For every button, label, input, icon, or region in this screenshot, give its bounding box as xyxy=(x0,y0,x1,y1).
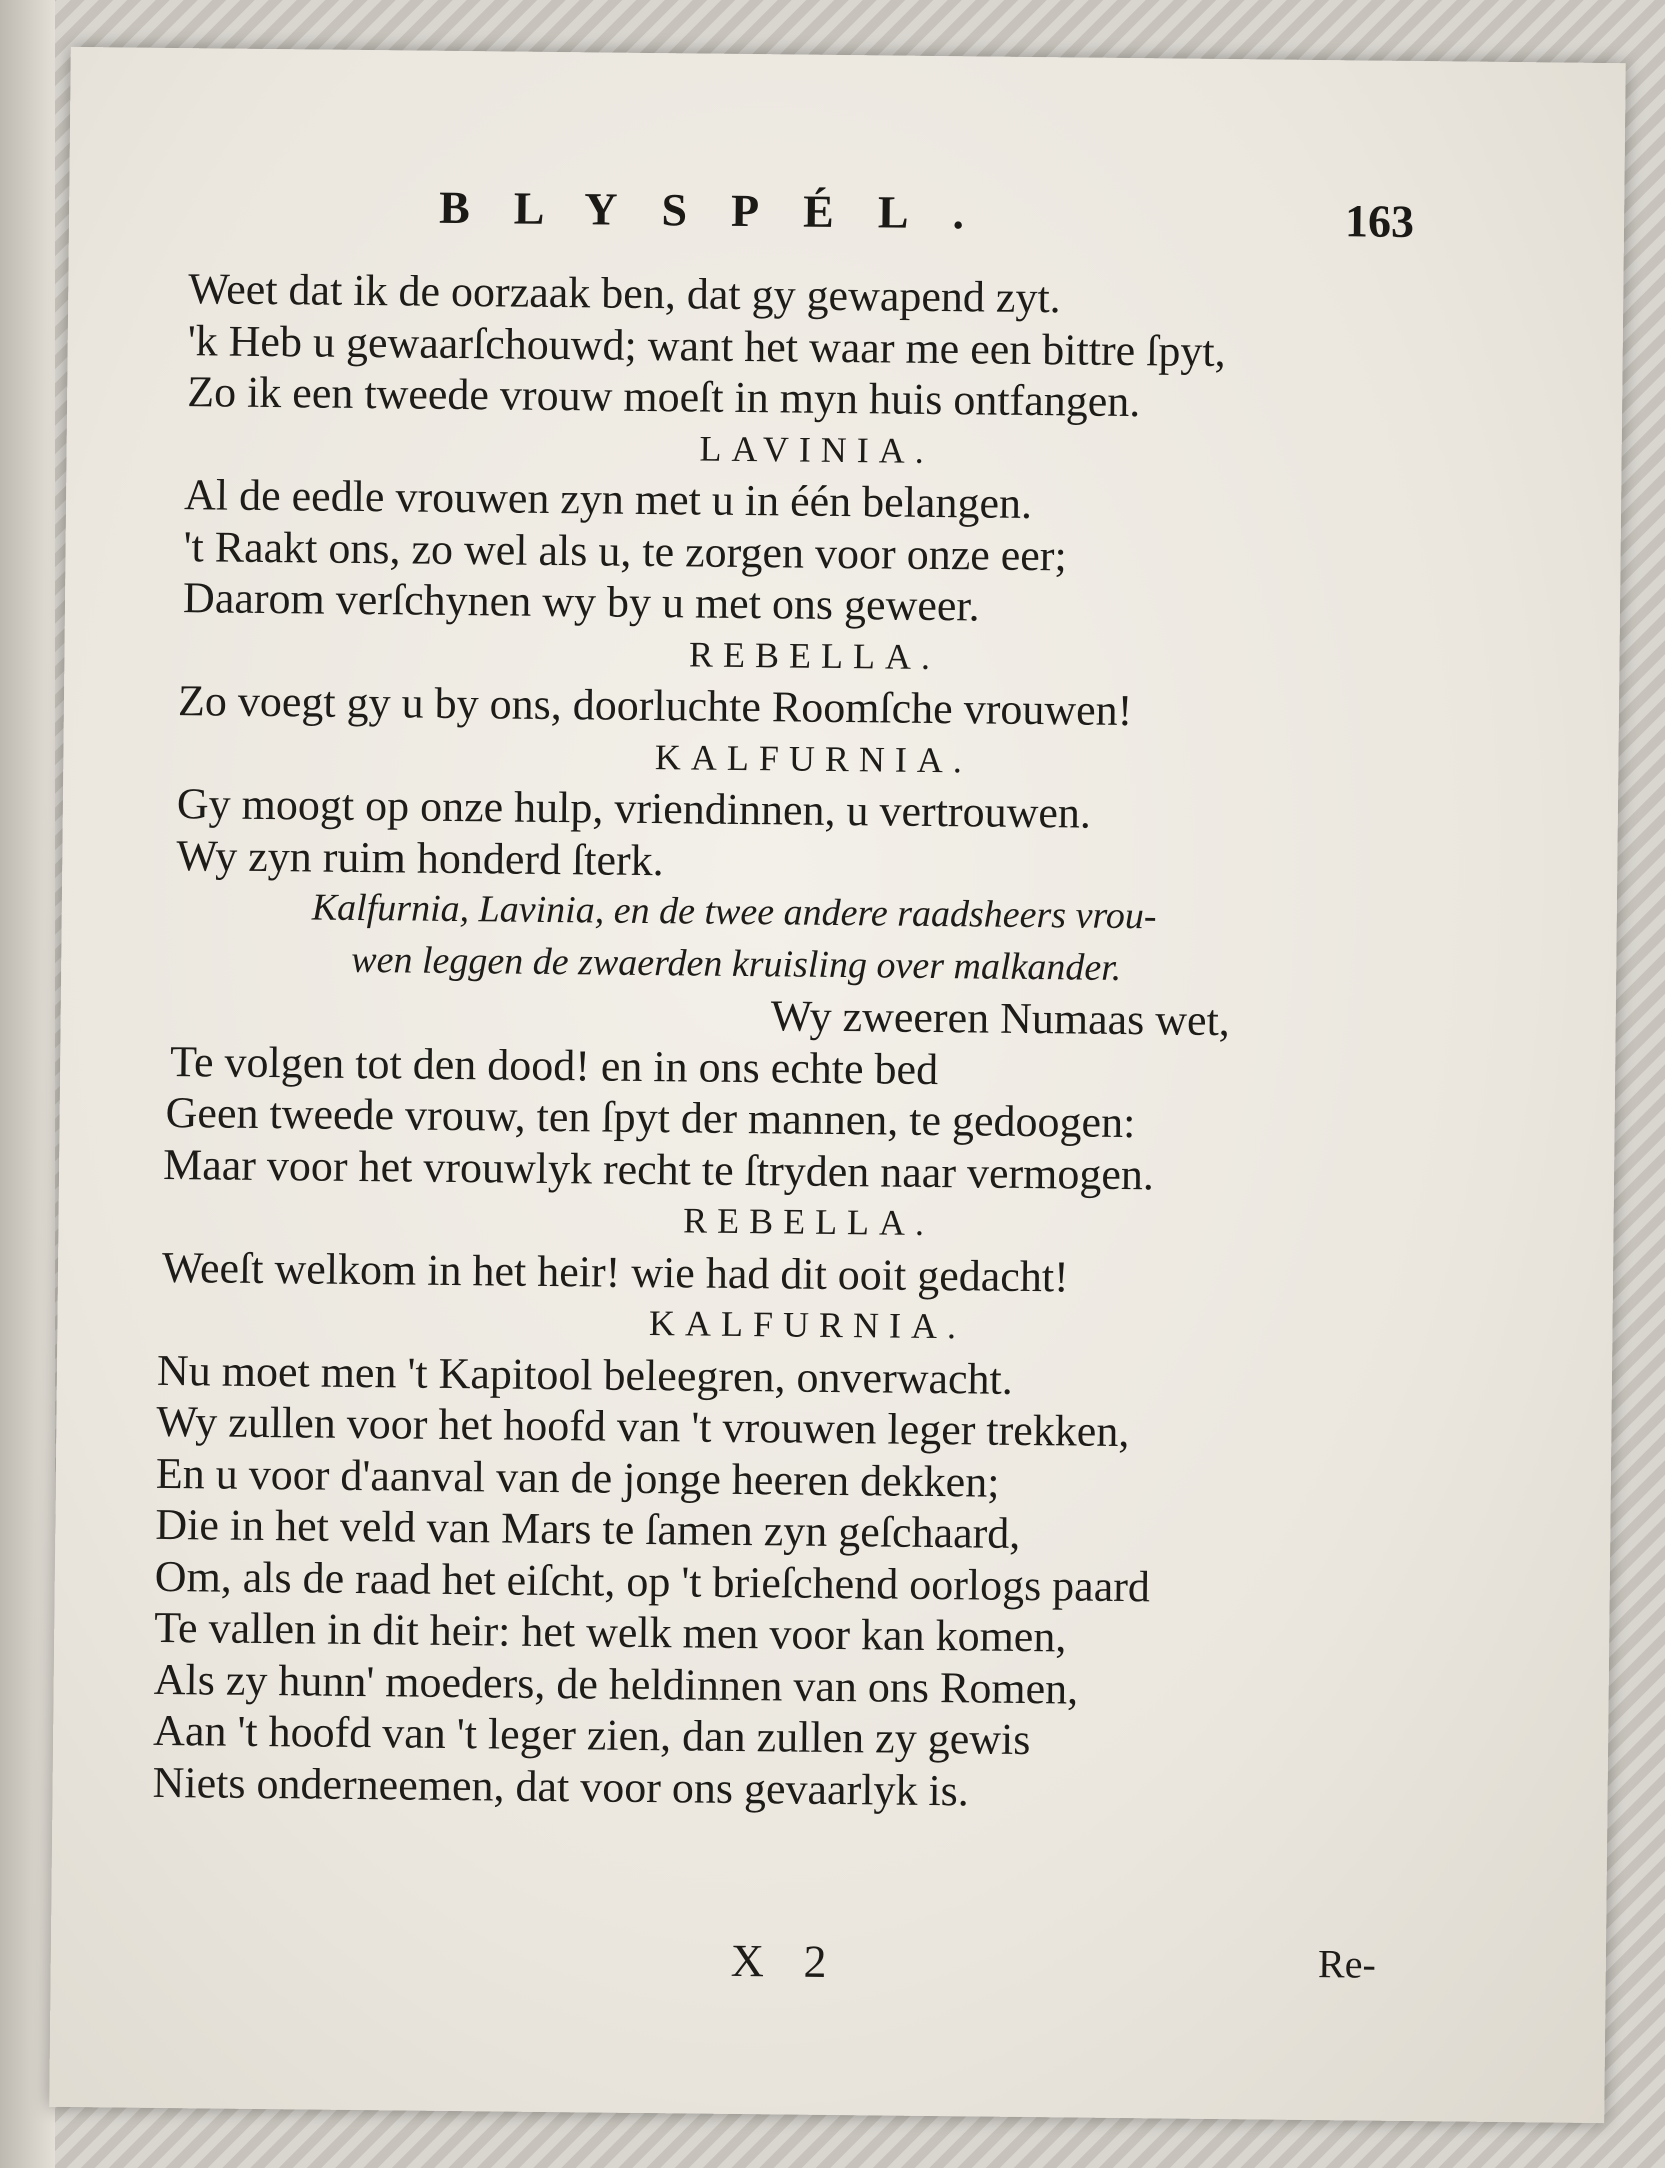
verse-line: Niets onderneemen, dat voor ons gevaarlyk is. xyxy=(152,1757,970,1815)
verse-line: Weet dat ik de oorzaak ben, dat gy gewapend zyt. xyxy=(188,264,1061,323)
speaker-name: LAVINIA. xyxy=(699,428,935,471)
adjacent-page-edge xyxy=(0,0,55,2168)
verse-line: Wy zweeren Numaas wet, xyxy=(770,991,1231,1046)
running-title: BLYSPÉL. xyxy=(438,181,1009,239)
signature-mark: X 2 xyxy=(730,1934,841,1988)
verse-line: Om, als de raad het eiſcht, op 't brieſchend oorlogs paard xyxy=(154,1551,1151,1611)
verse-line: Daarom verſchynen wy by u met ons geweer. xyxy=(182,573,980,631)
stage-direction: Kalfurnia, Lavinia, en de twee andere raadsheers vrou- xyxy=(311,886,1157,938)
verse-line: Al de eedle vrouwen zyn met u in één belangen. xyxy=(183,470,1033,529)
verse-line: Wy zyn ruim honderd ſterk. xyxy=(176,830,664,885)
page-footer xyxy=(50,1927,1606,2013)
page-number: 163 xyxy=(1344,195,1415,247)
verse-line: Gy moogt op onze hulp, vriendinnen, u vertrouwen. xyxy=(176,779,1092,838)
verse-line: Wy zullen voor het hoofd van 't vrouwen leger trekken, xyxy=(156,1396,1130,1457)
verse-line: Te vallen in dit heir: het welk men voor kan komen, xyxy=(154,1602,1067,1662)
verse-line: Geen tweede vrouw, ten ſpyt der mannen, te gedoogen: xyxy=(165,1087,1136,1148)
verse-line: Als zy hunn' moeders, de heldinnen van ons Romen, xyxy=(153,1654,1079,1714)
catchword: Re- xyxy=(1317,1941,1377,1987)
verse-line: En u voor d'aanval van de jonge heeren dekken; xyxy=(155,1448,1000,1507)
stage-direction: wen leggen de zwaerden kruisling over malkander. xyxy=(351,938,1122,989)
verse-line: 't Raakt ons, zo wel als u, te zorgen voor onze eer; xyxy=(183,521,1067,580)
verse-line: Weeſt welkom in het heir! wie had dit ooit gedacht! xyxy=(161,1242,1069,1301)
verse-line: Zo voegt gy u by ons, doorluchte Roomſche vrouwen! xyxy=(177,676,1133,736)
verse-line: 'k Heb u gewaarſchouwd; want het waar me een bittre ſpyt, xyxy=(187,315,1226,376)
speaker-name: REBELLA. xyxy=(682,1200,935,1244)
verse-line: Te volgen tot den dood! en in ons echte bed xyxy=(169,1036,939,1094)
speaker-name: KALFURNIA. xyxy=(648,1303,967,1347)
book-page xyxy=(49,47,1625,2123)
speaker-name: REBELLA. xyxy=(688,633,941,677)
verse-line: Maar voor het vrouwlyk recht te ſtryden naar vermogen. xyxy=(162,1139,1155,1199)
verse-text xyxy=(152,263,1468,1822)
verse-line: Aan 't hoofd van 't leger zien, dan zullen zy gewis xyxy=(152,1705,1031,1765)
speaker-name: KALFURNIA. xyxy=(654,736,973,780)
page-header xyxy=(69,177,1625,273)
verse-line: Die in het veld van Mars te ſamen zyn geſchaard, xyxy=(155,1499,1021,1558)
verse-line: Zo ik een tweede vrouw moeſt in myn huis ontfangen. xyxy=(186,367,1141,427)
verse-line: Nu moet men 't Kapitool beleegren, onverwacht. xyxy=(156,1345,1014,1404)
